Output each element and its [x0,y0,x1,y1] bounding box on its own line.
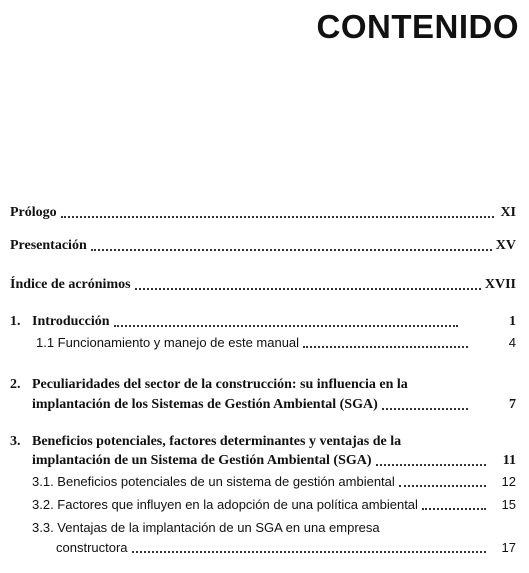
toc-entry-peculiaridades[interactable] [32,397,516,413]
leader-dots [399,485,486,487]
toc-section-number: 2. [10,377,21,392]
leader-dots [132,551,486,553]
toc-entry-acronimos[interactable] [10,277,516,293]
toc-entry-label: Presentación [10,238,87,253]
toc-page-number: 17 [501,540,516,555]
toc-entry-label: 3.2. Factores que influyen en la adopción de una política ambiental [32,497,418,512]
toc-entry-label: implantación de un Sistema de Gestión Ambiental (SGA) [32,453,372,468]
leader-dots [382,408,468,410]
toc-entry-introduccion[interactable] [10,314,516,330]
leader-dots [135,288,481,290]
toc-page-number: 7 [509,397,516,412]
toc-entry-label: Prólogo [10,205,57,220]
toc-entry-3-3[interactable] [56,540,516,556]
leader-dots [422,508,486,510]
leader-dots [303,346,468,348]
toc-section-number: 3. [10,434,21,449]
leader-dots [91,249,492,251]
toc-section-number: 1. [10,314,21,329]
toc-entry-label-line1: Beneficios potenciales, factores determinantes y ventajas de la [32,434,402,449]
toc-page-number: 4 [508,335,516,350]
leader-dots [376,464,486,466]
toc-page-number: 1 [509,314,516,329]
toc-page-number: XVII [484,277,516,292]
toc-entry-label: 3.1. Beneficios potenciales de un sistema de gestión ambiental [32,474,395,489]
toc-entry-label: constructora [56,540,128,555]
toc-page-number: XV [495,238,516,253]
toc-entry-label: implantación de los Sistemas de Gestión Ambiental (SGA) [32,397,378,412]
toc-entry-3-2[interactable] [32,497,516,513]
toc-entry-3-1[interactable] [32,474,516,490]
leader-dots [61,216,494,218]
toc-entry-presentacion[interactable] [10,238,516,254]
toc-page-number: 15 [501,497,516,512]
leader-dots [114,325,458,327]
toc-page-number: 12 [501,474,516,489]
toc-entry-label: 1.1 Funcionamiento y manejo de este manual [36,335,300,350]
toc-entry-label: Introducción [32,314,110,329]
toc-entry-prologo[interactable] [10,205,516,221]
toc-entry-1-1[interactable] [36,335,516,351]
toc-entry-label-line1: 3.3. Ventajas de la implantación de un SGA en una empresa [32,520,380,535]
toc-page-number: 11 [502,453,516,468]
toc-entry-label-line1: Peculiaridades del sector de la construcción: su influencia en la [32,377,408,392]
toc-entry-beneficios[interactable] [32,453,516,469]
toc-page-number: XI [500,205,516,220]
toc-entry-label: Índice de acrónimos [10,277,131,292]
page-title: CONTENIDO [316,8,519,45]
